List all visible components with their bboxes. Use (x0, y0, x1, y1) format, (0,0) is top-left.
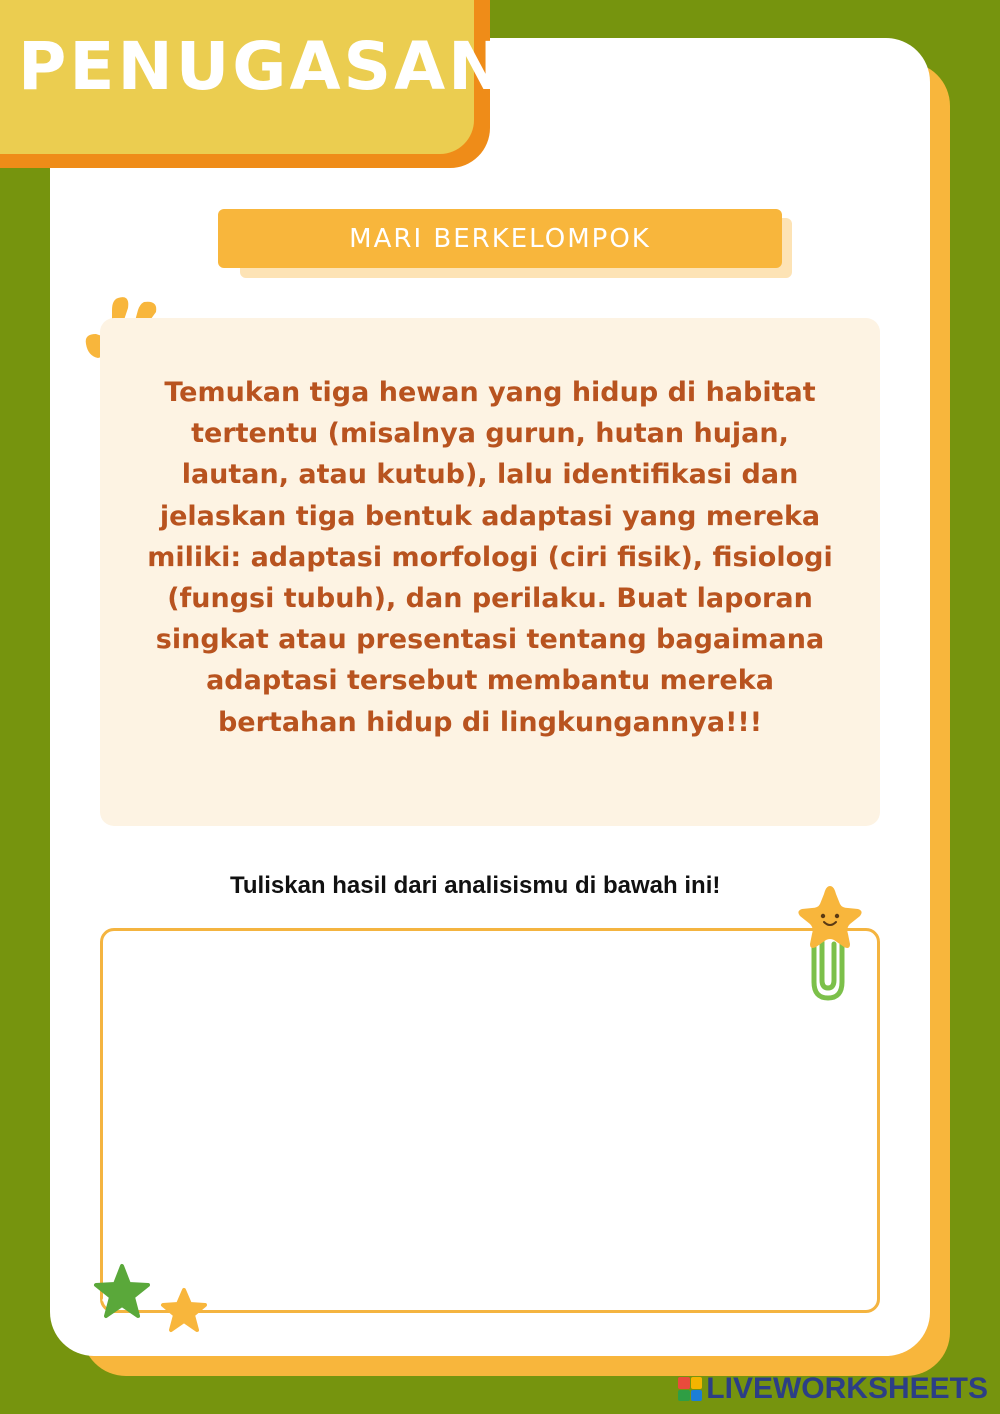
answer-instruction: Tuliskan hasil dari analisismu di bawah ini! (230, 872, 721, 899)
section-label: MARI BERKELOMPOK (218, 209, 782, 268)
brand-name: LIVEWORKSHEETS (706, 1372, 988, 1405)
brand-logo-icon (678, 1377, 702, 1401)
stars-decoration-icon (92, 1262, 220, 1348)
task-description: Temukan tiga hewan yang hidup di habitat tertentu (misalnya gurun, hutan hujan, lautan, atau kutub), lalu identifikasi dan jelaskan tiga bentuk adaptasi yang mereka miliki: adaptasi morfologi (ciri fisik), fisiologi (fungsi tubuh), dan perilaku. Buat laporan singkat atau presentasi tentang bagaimana adaptasi tersebut membantu mereka bertahan hidup di lingkungannya!!! (147, 377, 833, 738)
answer-input[interactable] (100, 928, 880, 1313)
star-paperclip-icon (792, 882, 866, 1004)
page-title: PENUGASAN (18, 28, 507, 105)
brand-footer (678, 1372, 988, 1406)
